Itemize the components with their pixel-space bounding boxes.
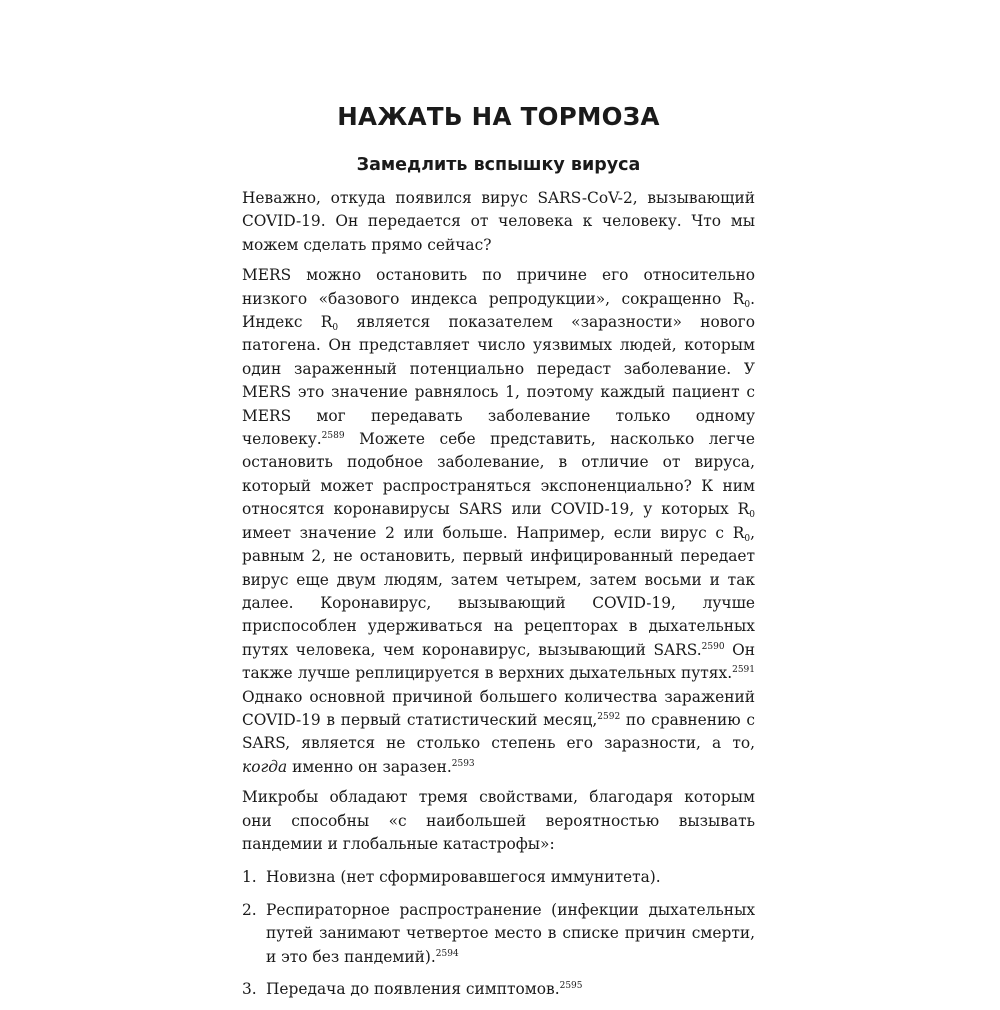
footnote-ref: 2594	[435, 948, 459, 959]
subscript: 0	[744, 533, 751, 544]
list-item-text: Новизна (нет сформировавшегося иммунитета).	[266, 868, 661, 887]
footnote-ref: 2595	[559, 981, 583, 991]
list-item	[242, 866, 755, 889]
list-text	[266, 866, 755, 889]
subscript: 0	[332, 323, 339, 334]
list-item	[242, 899, 755, 969]
section-title: Замедлить вспышку вируса	[356, 155, 641, 175]
list-item-text: Респираторное распространение (инфекции дыхательных путей занимают четвертое место в списке причин смерти, и это без пандемий).	[266, 900, 755, 966]
body-text	[242, 187, 755, 1001]
text-segment: Он также лучше реплицируется в верхних дыхательных путях.	[242, 640, 755, 683]
chapter-title: НАЖАТЬ НА ТОРМОЗА	[337, 102, 660, 131]
footnote-ref: 2592	[597, 711, 621, 722]
paragraph-intro: Неважно, откуда появился вирус SARS-CoV-2, вызывающий COVID-19. Он передается от человека к человеку. Что мы можем сделать прямо сейчас?	[242, 189, 755, 254]
text-segment: по сравнению с SARS, является не столько степень его заразности, а то,	[242, 710, 756, 753]
book-page	[242, 100, 755, 1010]
list-item-text: Передача до появления симптомов.	[266, 980, 560, 998]
text-segment: . Индекс R	[242, 289, 755, 332]
text-segment: имеет значение 2 или больше. Например, если вирус с R	[242, 523, 745, 542]
paragraph-microbes: Микробы обладают тремя свойствами, благодаря которым они способны «с наибольшей вероятностью вызывать пандемии и глобальные катастрофы»:	[242, 788, 755, 853]
list-number: 3.	[242, 980, 257, 998]
list-item	[242, 978, 755, 1001]
subscript: 0	[744, 299, 751, 310]
list-text	[266, 978, 755, 1001]
paragraph-r0	[242, 264, 755, 779]
list-number: 2.	[242, 900, 257, 919]
text-segment: является показателем «заразности» нового патогена. Он представляет число уязвимых людей, которым один зараженный потенциально передаст заболевание. У MERS это значение равнялось 1, поэтому каждый пациент с MERS мог передавать заболевание только одному человеку.	[242, 313, 755, 449]
footnote-ref: 2591	[732, 665, 755, 676]
list-number: 1.	[242, 868, 257, 887]
text-segment: , равным 2, не остановить, первый инфицированный передает вирус еще двум людям, затем четырем, затем восьми и так далее. Коронавирус, вызывающий COVID-19, лучше приспособлен удерживаться на рецепторах в дыхательных путях человека, чем коронавирус, вызывающий SARS.	[242, 523, 755, 659]
footnote-ref: 2589	[321, 431, 345, 442]
text-segment: Однако основной причиной большего количества заражений COVID-19 в первый статистический месяц,	[242, 687, 755, 729]
text-segment: MERS можно остановить по причине его относительно низкого «базового индекса репродукции», сокращенно R	[242, 266, 755, 308]
emphasis: когда	[242, 757, 288, 776]
text-segment: Можете себе представить, насколько легче остановить подобное заболевание, в отличие от вируса, который может распространяться экспоненциально? К ним относятся коронавирусы SARS или COVID-19, у которых R	[242, 430, 755, 519]
footnote-ref: 2593	[451, 758, 475, 769]
list-text	[266, 899, 755, 969]
text-segment: именно он заразен.	[287, 757, 452, 776]
properties-list	[242, 866, 755, 1001]
footnote-ref: 2590	[701, 641, 725, 652]
subscript: 0	[749, 510, 755, 521]
